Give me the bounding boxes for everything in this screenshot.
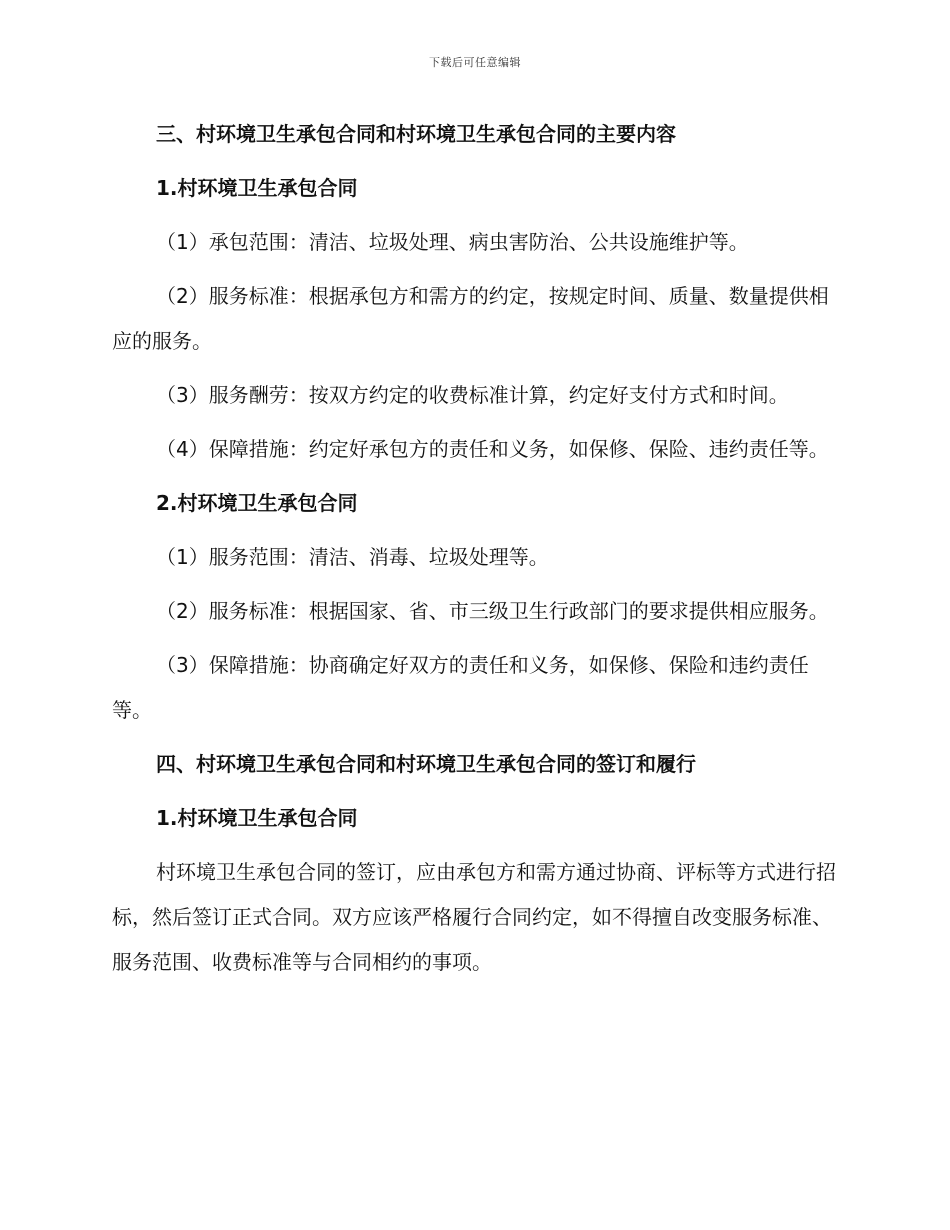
paragraph-3-1-2: （2）服务标准：根据承包方和需方的约定，按规定时间、质量、数量提供相应的服务。 — [112, 284, 829, 353]
subsection-heading-3-2: 2.村环境卫生承包合同 — [156, 491, 358, 515]
paragraph-3-2-2: （2）服务标准：根据国家、省、市三级卫生行政部门的要求提供相应服务。 — [156, 599, 829, 623]
paragraph-3-1-3: （3）服务酬劳：按双方约定的收费标准计算，约定好支付方式和时间。 — [156, 383, 789, 407]
document-body — [112, 112, 836, 985]
subsection-heading-3-1: 1.村环境卫生承包合同 — [156, 176, 358, 200]
subsection-heading-4-1: 1.村环境卫生承包合同 — [156, 806, 358, 830]
paragraph-4-1-1: 村环境卫生承包合同的签订，应由承包方和需方通过协商、评标等方式进行招标，然后签订正式合同。双方应该严格履行合同约定，如不得擅自改变服务标准、服务范围、收费标准等与合同相约的事项。 — [112, 860, 836, 974]
section-heading-4: 四、村环境卫生承包合同和村环境卫生承包合同的签订和履行 — [156, 752, 696, 776]
page-header-note: 下载后可任意编辑 — [429, 56, 521, 69]
paragraph-3-2-3: （3）保障措施：协商确定好双方的责任和义务，如保修、保险和违约责任等。 — [112, 653, 809, 722]
paragraph-3-2-1: （1）服务范围：清洁、消毒、垃圾处理等。 — [156, 545, 549, 569]
paragraph-3-1-4: （4）保障措施：约定好承包方的责任和义务，如保修、保险、违约责任等。 — [156, 437, 829, 461]
section-heading-3: 三、村环境卫生承包合同和村环境卫生承包合同的主要内容 — [156, 122, 676, 146]
paragraph-3-1-1: （1）承包范围：清洁、垃圾处理、病虫害防治、公共设施维护等。 — [156, 230, 749, 254]
